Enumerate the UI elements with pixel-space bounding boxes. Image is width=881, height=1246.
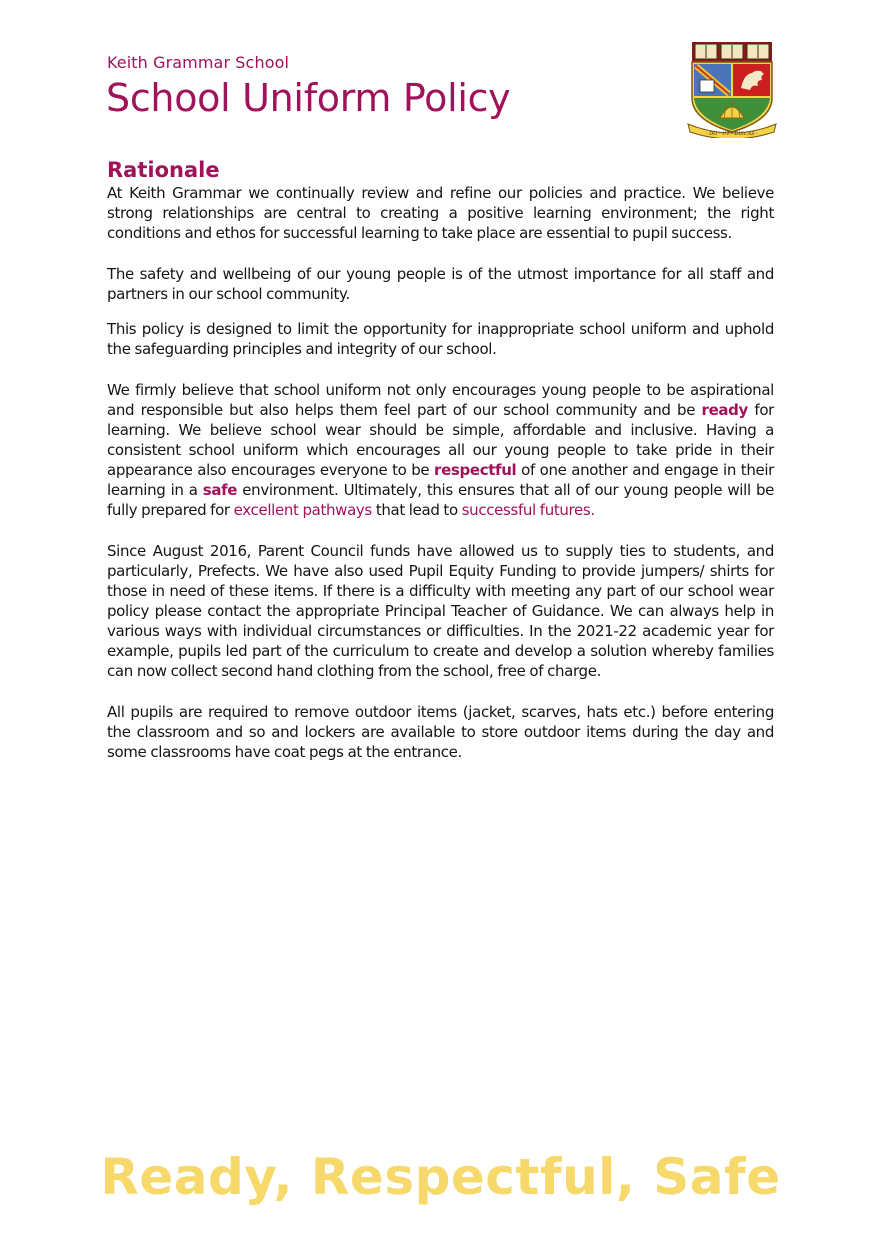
school-name: Keith Grammar School	[107, 53, 290, 72]
keyword-respectful: respectful	[434, 461, 517, 479]
keyword-safe: safe	[202, 481, 238, 499]
school-crest-logo	[686, 40, 778, 138]
rationale-section	[107, 157, 774, 762]
paragraph-review-policies: At Keith Grammar we continually review and refine our policies and practice. We believe strong relationships are central to creating a positive learning environment; the right conditions and ethos for successful learning to take place are essential to pupil success.	[107, 184, 774, 242]
keyword-ready: ready	[701, 401, 748, 419]
paragraph-policy-purpose: This policy is designed to limit the opportunity for inappropriate school uniform and uphold the safeguarding principles and integrity of our school.	[107, 320, 774, 358]
paragraph-outdoor-items: All pupils are required to remove outdoor items (jacket, scarves, hats etc.) before entering the classroom and so and lockers are available to store outdoor items during the day and some classrooms have coat pegs at the entrance.	[107, 703, 774, 761]
text-run: of one another and engage in their learning in a	[107, 461, 774, 499]
page-title: School Uniform Policy	[106, 76, 511, 120]
paragraph-uniform-belief	[107, 380, 774, 520]
text-run: that lead to	[371, 501, 462, 519]
text-run: for learning. We believe school wear should be simple, affordable and inclusive. Having a consistent school uniform which encourages all our young people to take pride in their appearance also encourages everyone to be	[107, 401, 774, 479]
svg-text:· DO · UT · DISCAS ·: · DO · UT · DISCAS ·	[706, 131, 758, 137]
paragraph-safety-wellbeing: The safety and wellbeing of our young people is of the utmost importance for all staff and partners in our school community.	[107, 265, 774, 303]
text-run: We firmly believe that school uniform not only encourages young people to be aspirational and responsible but also helps them feel part of our school community and be	[107, 381, 774, 419]
keyword-successful-futures: successful futures.	[461, 501, 595, 519]
footer-motto: Ready, Respectful, Safe	[100, 1148, 781, 1206]
paragraph-funding-support: Since August 2016, Parent Council funds have allowed us to supply ties to students, and particularly, Prefects. We have also used Pupil Equity Funding to provide jumpers/ shirts for those in need of these items. If there is a difficulty with meeting any part of our school wear policy please contact the appropriate Principal Teacher of Guidance. We can always help in various ways with individual circumstances or difficulties. In the 2021-22 academic year for example, pupils led part of the curriculum to create and develop a solution whereby families can now collect second hand clothing from the school, free of charge.	[107, 542, 774, 680]
text-run: environment. Ultimately, this ensures that all of our young people will be fully prepared for	[107, 481, 774, 519]
keyword-excellent-pathways: excellent pathways	[233, 501, 372, 519]
section-heading-rationale: Rationale	[107, 158, 220, 182]
